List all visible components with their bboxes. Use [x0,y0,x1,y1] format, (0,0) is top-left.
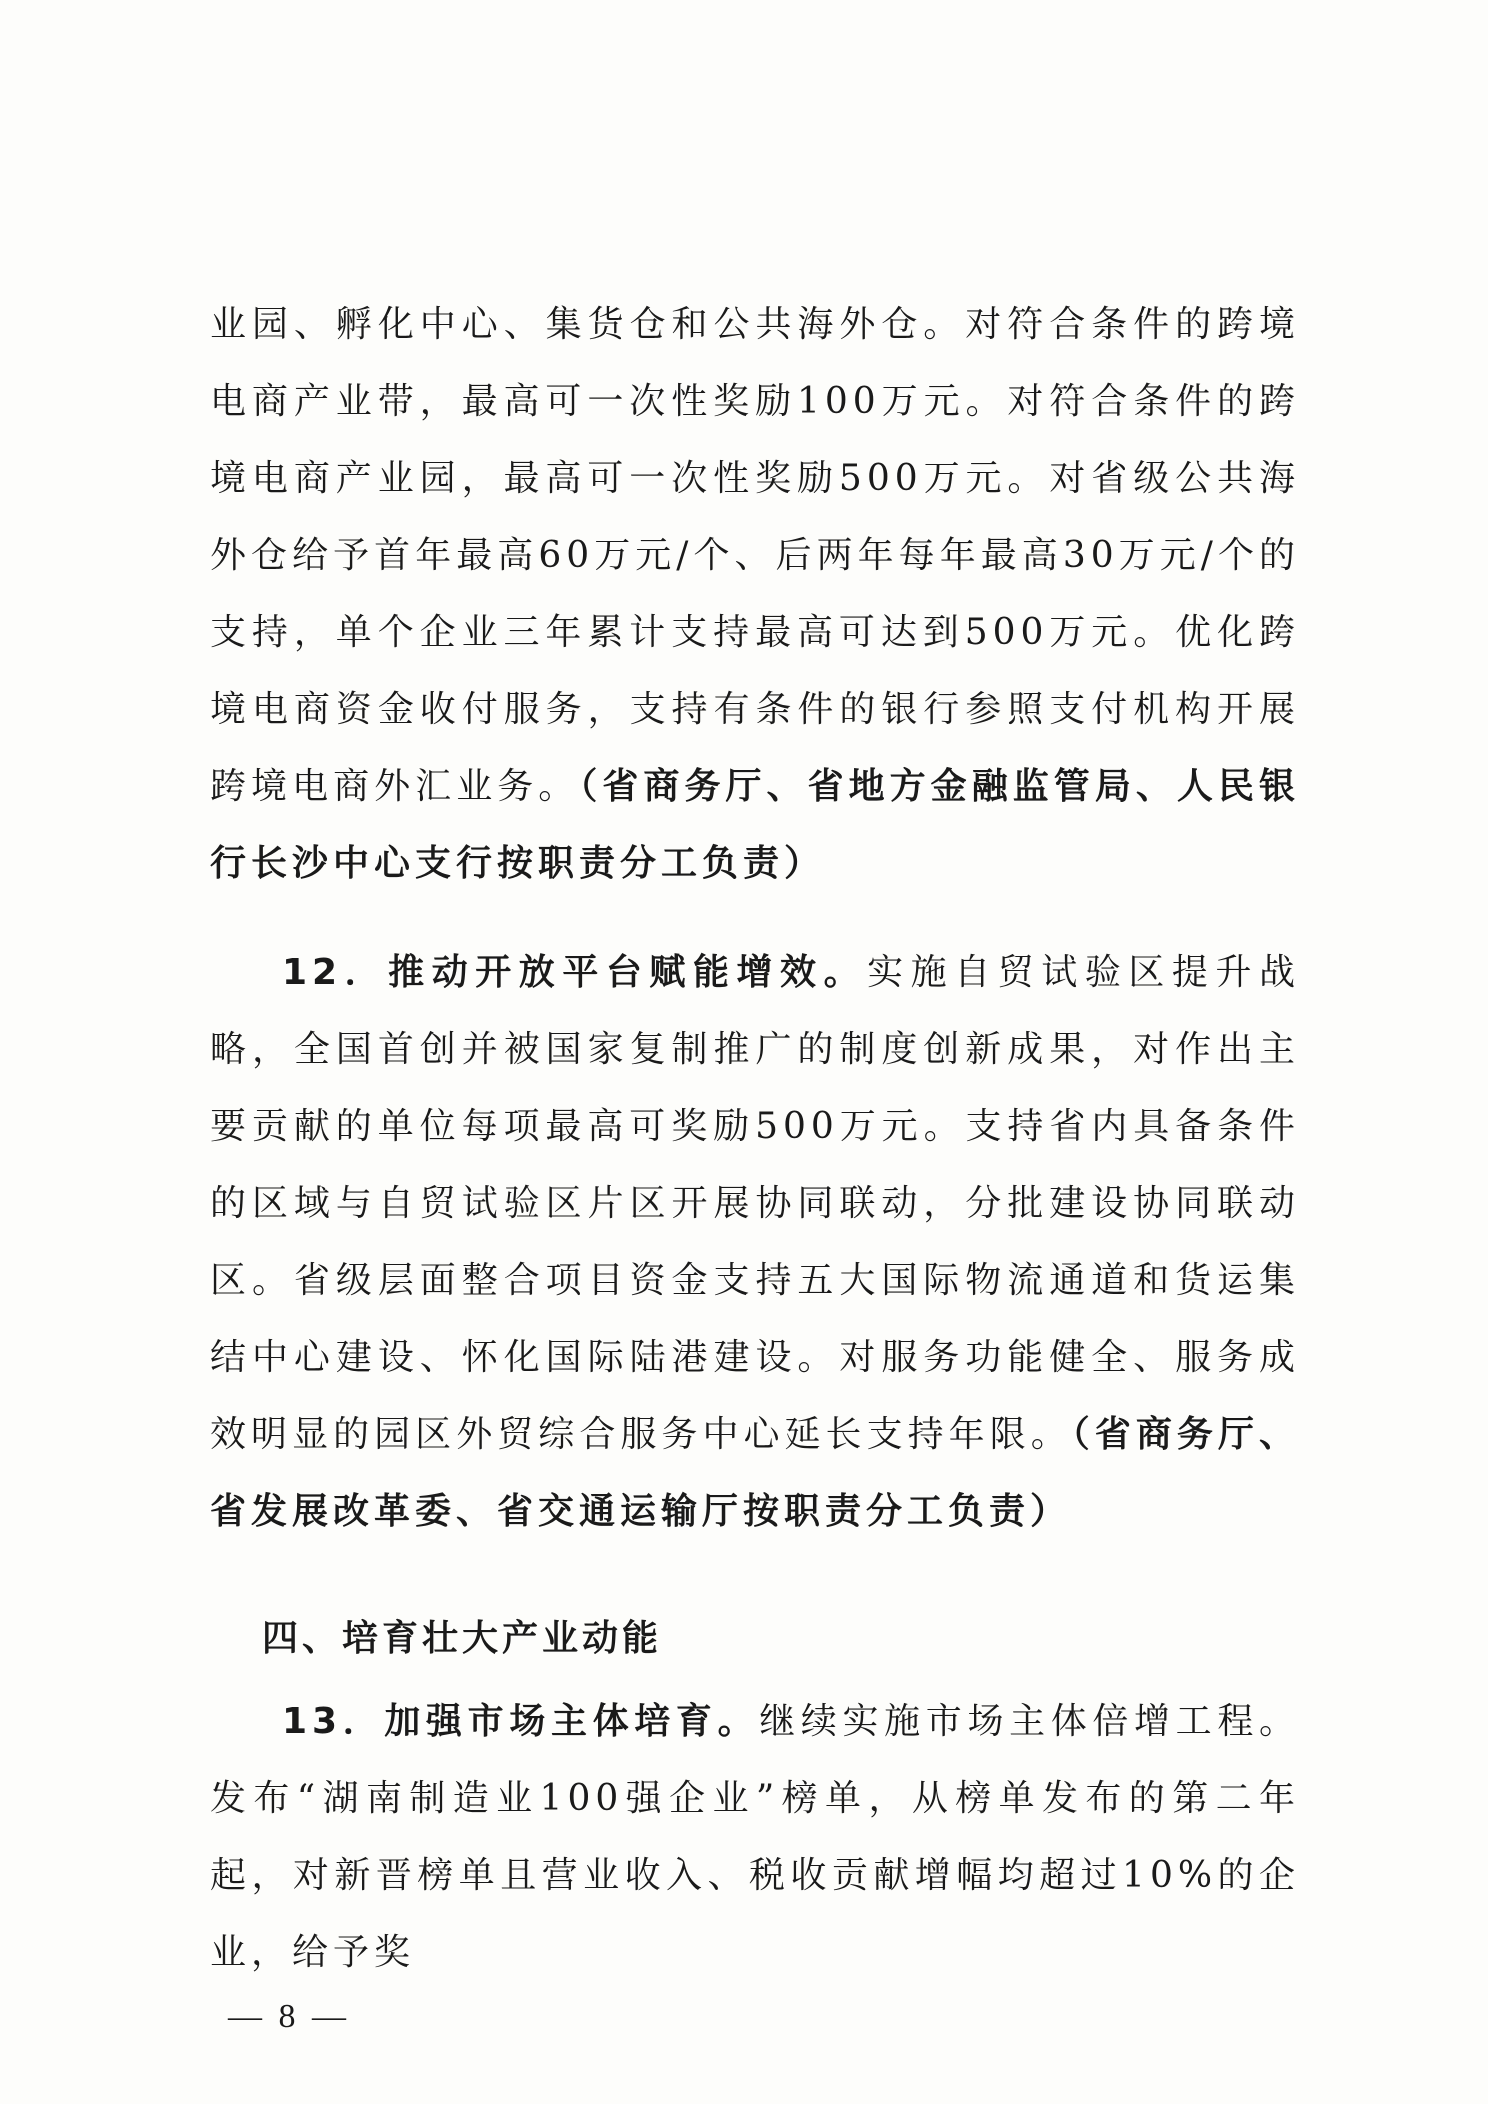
paragraph-11-responsibility: （省商务厅、省地方金融监管局、人民银行长沙中心支行按职责分工负责） [210,766,1300,884]
paragraph-13 [210,1683,1300,1991]
paragraph-12-text: 实施自贸试验区提升战略，全国首创并被国家复制推广的制度创新成果，对作出主要贡献的单位每项最高可奖励500万元。支持省内具备条件的区域与自贸试验区片区开展协同联动，分批建设协同联动区。省级层面整合项目资金支持五大国际物流通道和货运集结中心建设、怀化国际陆港建设。对服务功能健全、服务成效明显的园区外贸综合服务中心延长支持年限。 [210,952,1300,1455]
page-number: — 8 — [228,1998,350,2035]
paragraph-12 [210,934,1300,1550]
paragraph-12-responsibility: （省商务厅、省发展改革委、省交通运输厅按职责分工负责） [210,1414,1300,1532]
paragraph-13-text: 继续实施市场主体倍增工程。发布“湖南制造业100强企业”榜单，从榜单发布的第二年起，对新晋榜单且营业收入、税收贡献增幅均超过10%的企业，给予奖 [210,1701,1300,1973]
paragraph-11-tail [210,286,1300,902]
section-heading: 四、培育壮大产业动能 [262,1618,663,1659]
paragraph-11-text: 业园、孵化中心、集货仓和公共海外仓。对符合条件的跨境电商产业带，最高可一次性奖励100万元。对符合条件的跨境电商产业园，最高可一次性奖励500万元。对省级公共海外仓给予首年最高60万元/个、后两年每年最高30万元/个的支持，单个企业三年累计支持最高可达到500万元。优化跨境电商资金收付服务，支持有条件的银行参照支付机构开展跨境电商外汇业务。 [210,304,1300,807]
paragraph-13-lead: 13．加强市场主体培育。 [282,1701,760,1742]
paragraph-12-lead: 12．推动开放平台赋能增效。 [282,952,868,993]
